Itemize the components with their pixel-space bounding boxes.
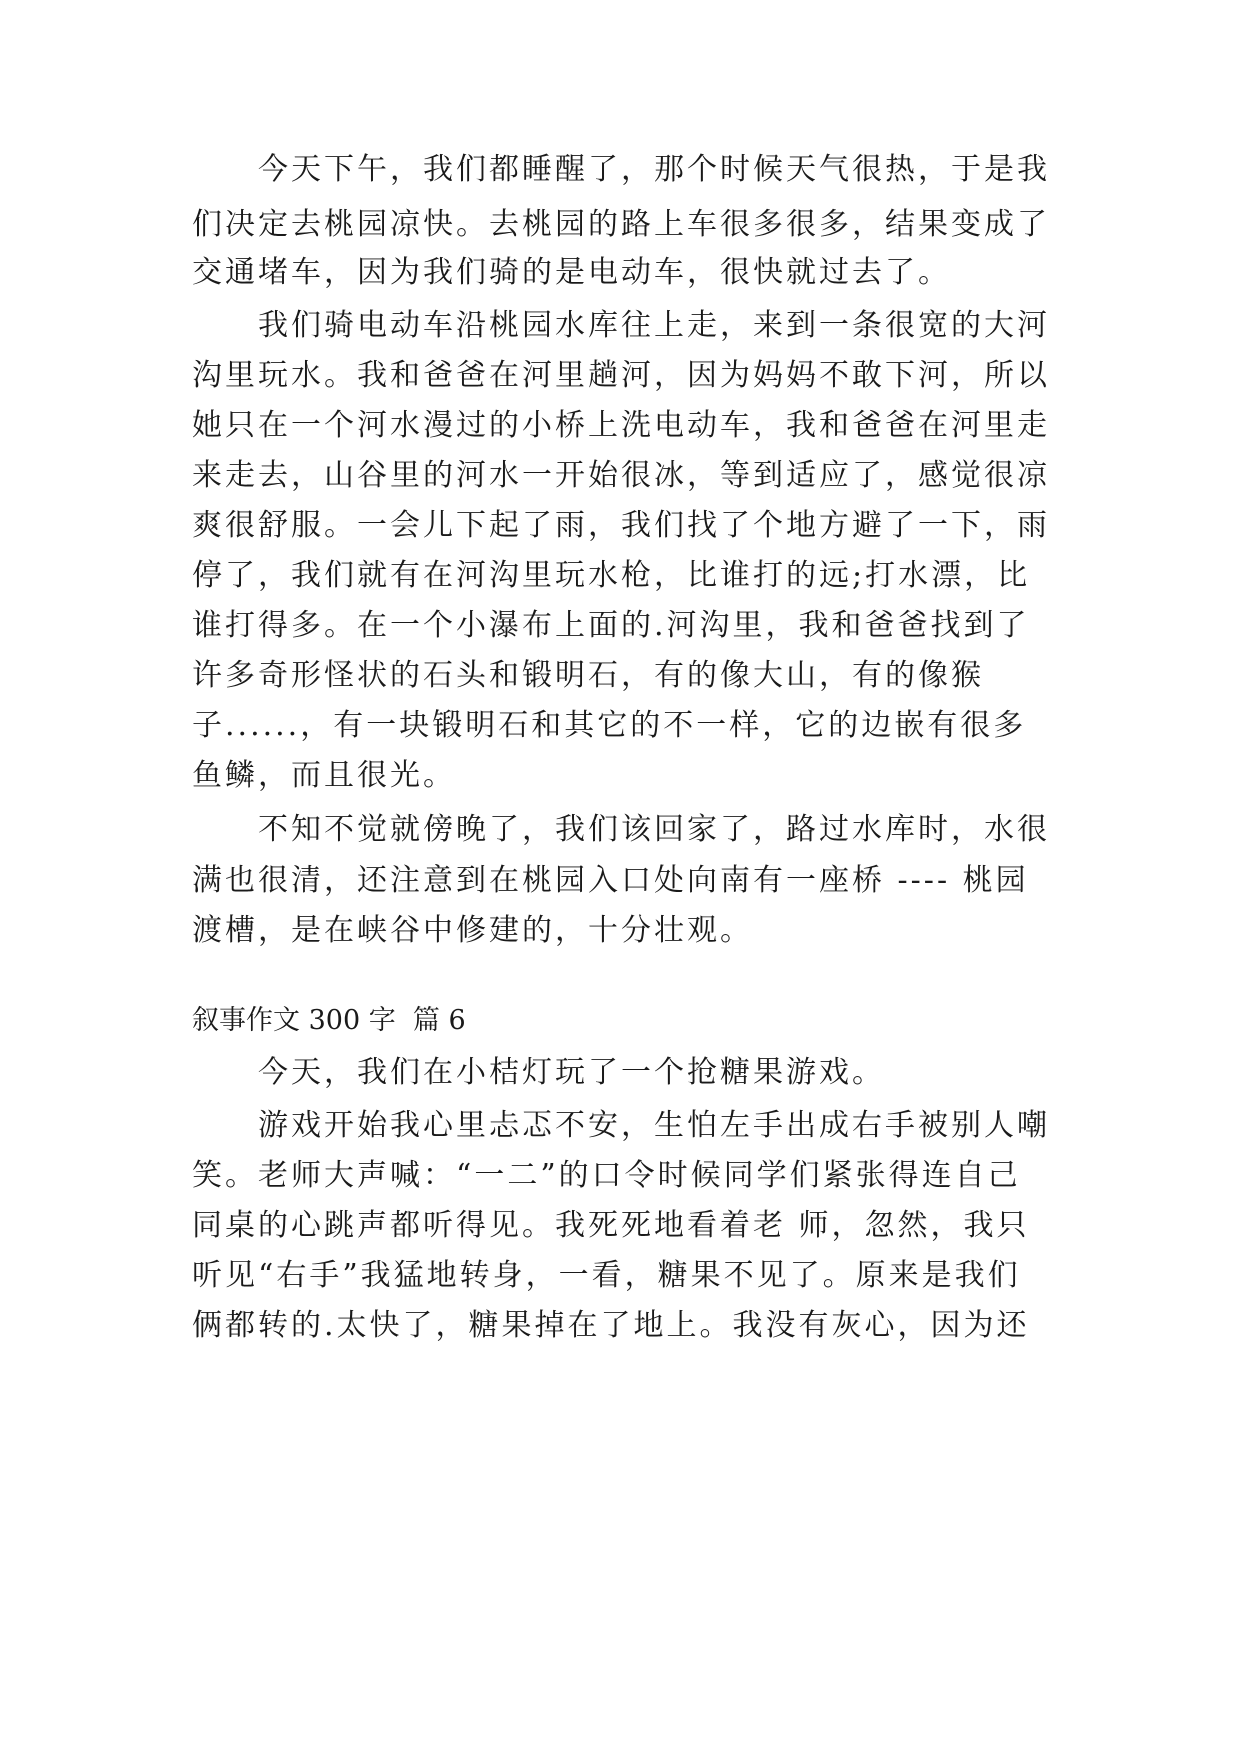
essay5-line-9: 停了，我们就有在河沟里玩水枪，比谁打的远;打水漂，比	[192, 558, 1031, 593]
essay6-line-6: 俩都转的.太快了，糖果掉在了地上。我没有灰心，因为还	[192, 1308, 1030, 1343]
essay5-line-7: 来走去，山谷里的河水一开始很冰，等到适应了，感觉很凉	[192, 458, 1050, 493]
essay5-line-15: 满也很清，还注意到在桃园入口处向南有一座桥 ---- 桃园	[192, 863, 1029, 898]
essay5-line-1: 今天下午，我们都睡醒了，那个时候天气很热，于是我	[192, 152, 1050, 187]
essay6-line-4: 同桌的心跳声都听得见。我死死地看着老 师，忽然，我只	[192, 1208, 1030, 1243]
essay5-line-16: 渡槽，是在峡谷中修建的，十分壮观。	[192, 913, 753, 948]
essay5-line-8: 爽很舒服。一会儿下起了雨，我们找了个地方避了一下，雨	[192, 508, 1050, 543]
essay5-line-13: 鱼鳞，而且很光。	[192, 758, 456, 793]
essay5-line-4: 我们骑电动车沿桃园水库往上走，来到一条很宽的大河	[192, 308, 1050, 343]
essay6-heading: 叙事作文 300 字 篇 6	[192, 1005, 466, 1036]
essay6-line-3: 笑。老师大声喊：“一二”的口令时候同学们紧张得连自己	[192, 1158, 1021, 1193]
essay6-line-2: 游戏开始我心里忐忑不安，生怕左手出成右手被别人嘲	[192, 1108, 1050, 1143]
essay6-line-5: 听见“右手”我猛地转身，一看，糖果不见了。原来是我们	[192, 1258, 1021, 1293]
essay5-line-12: 子......，有一块锻明石和其它的不一样，它的边嵌有很多	[192, 708, 1027, 743]
essay5-line-2: 们决定去桃园凉快。去桃园的路上车很多很多，结果变成了	[192, 207, 1050, 242]
essay5-line-5: 沟里玩水。我和爸爸在河里趟河，因为妈妈不敢下河，所以	[192, 358, 1050, 393]
essay5-line-6: 她只在一个河水漫过的小桥上洗电动车，我和爸爸在河里走	[192, 408, 1050, 443]
essay5-line-11: 许多奇形怪状的石头和锻明石，有的像大山，有的像猴	[192, 658, 984, 693]
essay5-line-10: 谁打得多。在一个小瀑布上面的.河沟里，我和爸爸找到了	[192, 608, 1030, 643]
essay6-line-1: 今天，我们在小桔灯玩了一个抢糖果游戏。	[192, 1055, 885, 1090]
essay5-line-3: 交通堵车，因为我们骑的是电动车，很快就过去了。	[192, 255, 951, 290]
essay5-line-14: 不知不觉就傍晚了，我们该回家了，路过水库时，水很	[192, 812, 1050, 847]
